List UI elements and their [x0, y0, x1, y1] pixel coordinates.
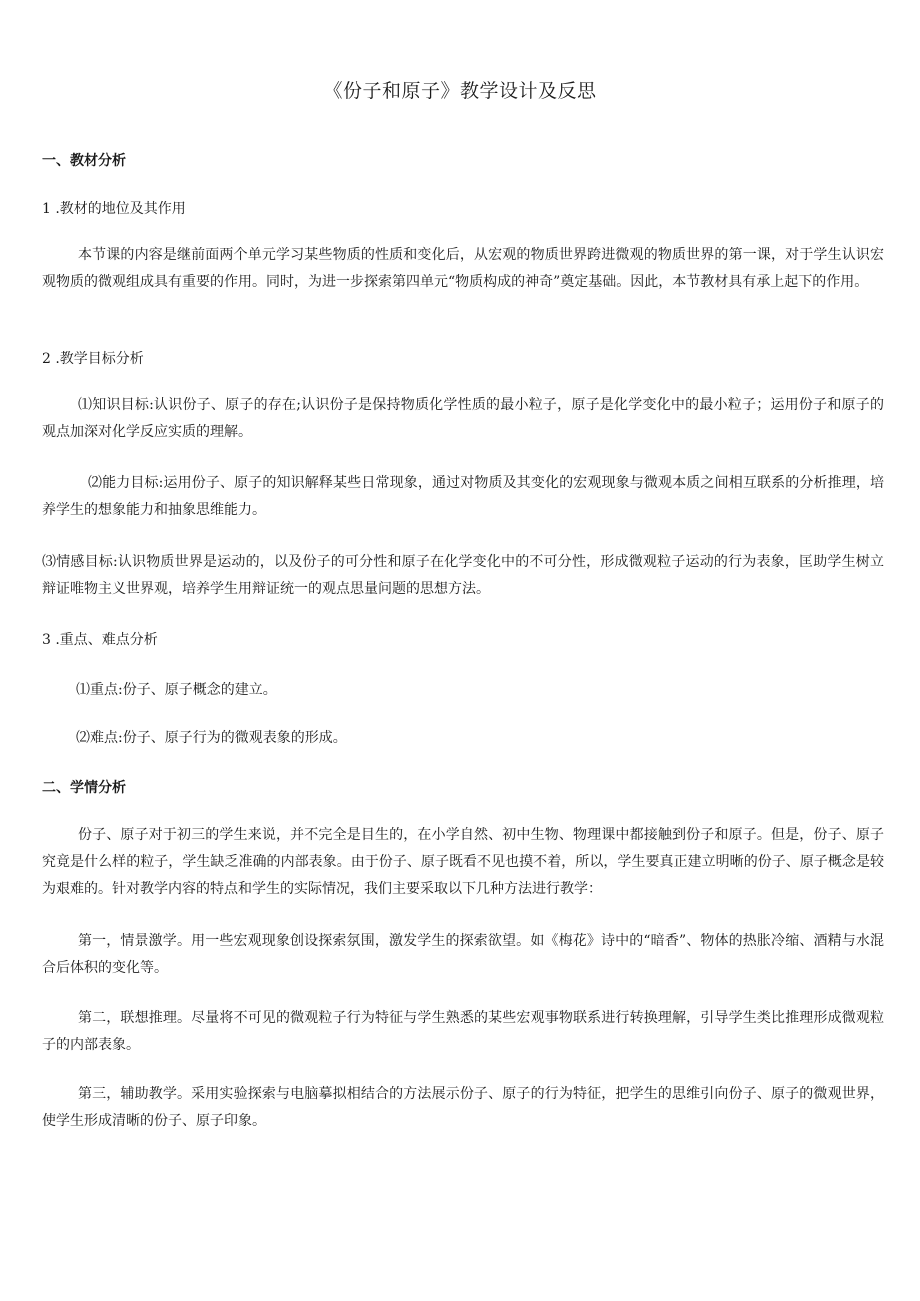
section-heading-student-analysis: 二、学情分析: [42, 780, 126, 796]
paragraph-knowledge-goal: ⑴知识目标:认识份子、原子的存在;认识份子是保持物质化学性质的最小粒子，原子是化学变化中的最小粒子；运用份子和原子的观点加深对化学反应实质的理解。: [42, 397, 884, 440]
paragraph-position-role: 本节课的内容是继前面两个单元学习某些物质的性质和变化后，从宏观的物质世界跨进微观的物质世界的第一课，对于学生认识宏观物质的微观组成具有重要的作用。同时，为进一步探索第四单元“物质构成的神奇”奠定基础。因此，本节教材具有承上起下的作用。: [42, 247, 884, 290]
paragraph-student-situation: 份子、原子对于初三的学生来说，并不完全是目生的，在小学自然、初中生物、物理课中都接触到份子和原子。但是，份子、原子究竟是什么样的粒子，学生缺乏准确的内部表象。由于份子、原子既看不见也摸不着，所以，学生要真正建立明晰的份子、原子概念是较为艰难的。针对教学内容的特点和学生的实际情况，我们主要采取以下几种方法进行教学：: [42, 827, 884, 897]
paragraph-ability-goal: ⑵能力目标:运用份子、原子的知识解释某些日常现象，通过对物质及其变化的宏观现象与微观本质之间相互联系的分析推理，培养学生的想象能力和抽象思维能力。: [42, 475, 884, 518]
paragraph-difficult-point: ⑵难点:份子、原子行为的微观表象的形成。: [76, 730, 347, 746]
paragraph-method-assisted: 第三，辅助教学。采用实验探索与电脑摹拟相结合的方法展示份子、原子的行为特征，把学生的思维引向份子、原子的微观世界，使学生形成清晰的份子、原子印象。: [42, 1086, 884, 1129]
sub-heading-key-difficult: 3 .重点、难点分析: [42, 632, 158, 648]
sub-heading-teaching-goals: 2 .教学目标分析: [42, 351, 144, 367]
section-heading-textbook-analysis: 一、教材分析: [42, 153, 126, 169]
paragraph-emotion-goal: ⑶情感目标:认识物质世界是运动的，以及份子的可分性和原子在化学变化中的不可分性，形成微观粒子运动的行为表象，匡助学生树立辩证唯物主义世界观，培养学生用辩证统一的观点思量问题的思想方法。: [42, 554, 884, 597]
paragraph-key-point: ⑴重点:份子、原子概念的建立。: [76, 682, 277, 698]
page-title: 《份子和原子》教学设计及反思: [323, 80, 597, 102]
paragraph-method-scenario: 第一，情景激学。用一些宏观现象创设探索氛围，激发学生的探索欲望。如《梅花》诗中的“暗香”、物体的热胀冷缩、酒精与水混合后体积的变化等。: [42, 933, 884, 976]
sub-heading-position-role: 1 .教材的地位及其作用: [42, 201, 186, 217]
paragraph-method-association: 第二，联想推理。尽量将不可见的微观粒子行为特征与学生熟悉的某些宏观事物联系进行转换理解，引导学生类比推理形成微观粒子的内部表象。: [42, 1010, 884, 1053]
